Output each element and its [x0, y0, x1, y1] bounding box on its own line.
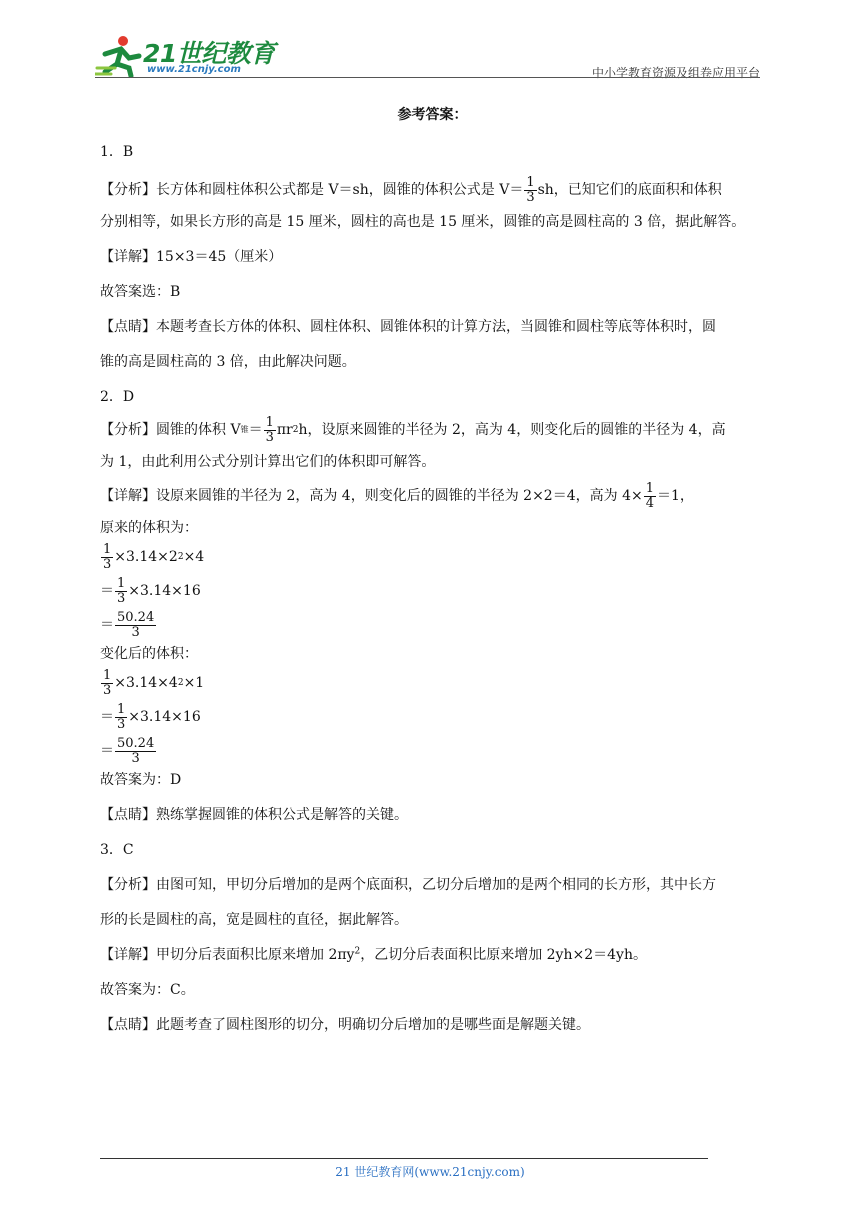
q3-analysis-line2: 形的长是圆柱的高，宽是圆柱的直径，据此解答。: [100, 912, 408, 928]
footer-link[interactable]: 21 世纪教育网(www.21cnjy.com): [335, 1165, 525, 1179]
q1-comment: 【点睛】本题考查长方体的体积、圆柱体积、圆锥体积的计算方法，当圆锥和圆柱等底等体积时，圆: [100, 319, 716, 335]
logo-wordmark: 21世纪教育: [143, 39, 275, 68]
q1-detail: 【详解】15×3＝45（厘米）: [100, 249, 283, 265]
q1-analysis-line2: 分别相等，如果长方形的高是 15 厘米，圆柱的高也是 15 厘米，圆锥的高是圆柱高的 3 倍，据此解答。: [100, 214, 746, 230]
q2-original-step1: $\frac{1}{3}$ ×3.14×2 2 ×4: [103, 541, 205, 572]
q2-original-label: 原来的体积为：: [100, 520, 198, 536]
logo-url: www.21cnjy.com: [147, 64, 241, 75]
q2-detail: 【详解】设原来圆锥的半径为 2，高为 4，则变化后的圆锥的半径为 2×2＝4，高为 4× $\frac{1}{4}$ ＝1，: [100, 480, 694, 511]
q3-analysis: 【分析】由图可知，甲切分后增加的是两个底面积，乙切分后增加的是两个相同的长方形，其中长方: [100, 877, 716, 893]
q2-original-step3: ＝ $\frac{50.24}{3}$: [100, 609, 155, 640]
q2-new-label: 变化后的体积：: [100, 646, 198, 662]
q2-answer: 故答案为：D: [100, 772, 182, 788]
footer-divider: [100, 1158, 708, 1159]
q2-new-step2: ＝ $\frac{1}{3}$ ×3.14×16: [100, 701, 201, 732]
q1-analysis: 【分析】长方体和圆柱体积公式都是 V＝sh，圆锥的体积公式是 V＝ $\frac{1}{3}$ sh，已知它们的底面积和体积: [100, 174, 722, 205]
q3-comment: 【点睛】此题考查了圆柱图形的切分，明确切分后增加的是哪些面是解题关键。: [100, 1017, 590, 1033]
page-title: 参考答案：: [397, 107, 468, 123]
q2-comment: 【点睛】熟练掌握圆锥的体积公式是解答的关键。: [100, 807, 408, 823]
q1-comment-line2: 锥的高是圆柱高的 3 倍，由此解决问题。: [100, 354, 356, 370]
q2-analysis-line2: 为 1，由此利用公式分别计算出它们的体积即可解答。: [100, 454, 436, 470]
fraction-one-third: $\frac{1}{3}$: [526, 174, 535, 205]
fraction-one-third: $\frac{1}{3}$: [265, 414, 274, 445]
header-divider: [95, 77, 760, 78]
q1-answer: 故答案选：B: [100, 284, 181, 300]
q3-detail: 【详解】甲切分后表面积比原来增加 $2\pi y^2$，乙切分后表面积比原来增加 2yh×2＝4yh。: [100, 946, 647, 963]
runner-logo-icon: [95, 34, 143, 78]
q2-new-step3: ＝ $\frac{50.24}{3}$: [100, 735, 155, 766]
page-header: [95, 30, 760, 80]
q3-answer: 故答案为：C。: [100, 982, 195, 998]
q3-heading: 3．C: [100, 842, 134, 858]
answer-content: [100, 95, 765, 1035]
q1-heading: 1．B: [100, 144, 134, 160]
fraction-one-fourth: $\frac{1}{4}$: [645, 480, 654, 511]
q2-new-step1: $\frac{1}{3}$ ×3.14×4 2 ×1: [103, 667, 205, 698]
q2-heading: 2．D: [100, 389, 135, 405]
q2-original-step2: ＝ $\frac{1}{3}$ ×3.14×16: [100, 575, 201, 606]
header-platform-text: 中小学教育资源及组卷应用平台: [591, 66, 760, 80]
q2-analysis: 【分析】圆锥的体积 V 锥 ＝ $\frac{1}{3}$ πr 2 h，设原来圆锥的半径为 2，高为 4，则变化后的圆锥的半径为 4，高: [100, 414, 726, 445]
